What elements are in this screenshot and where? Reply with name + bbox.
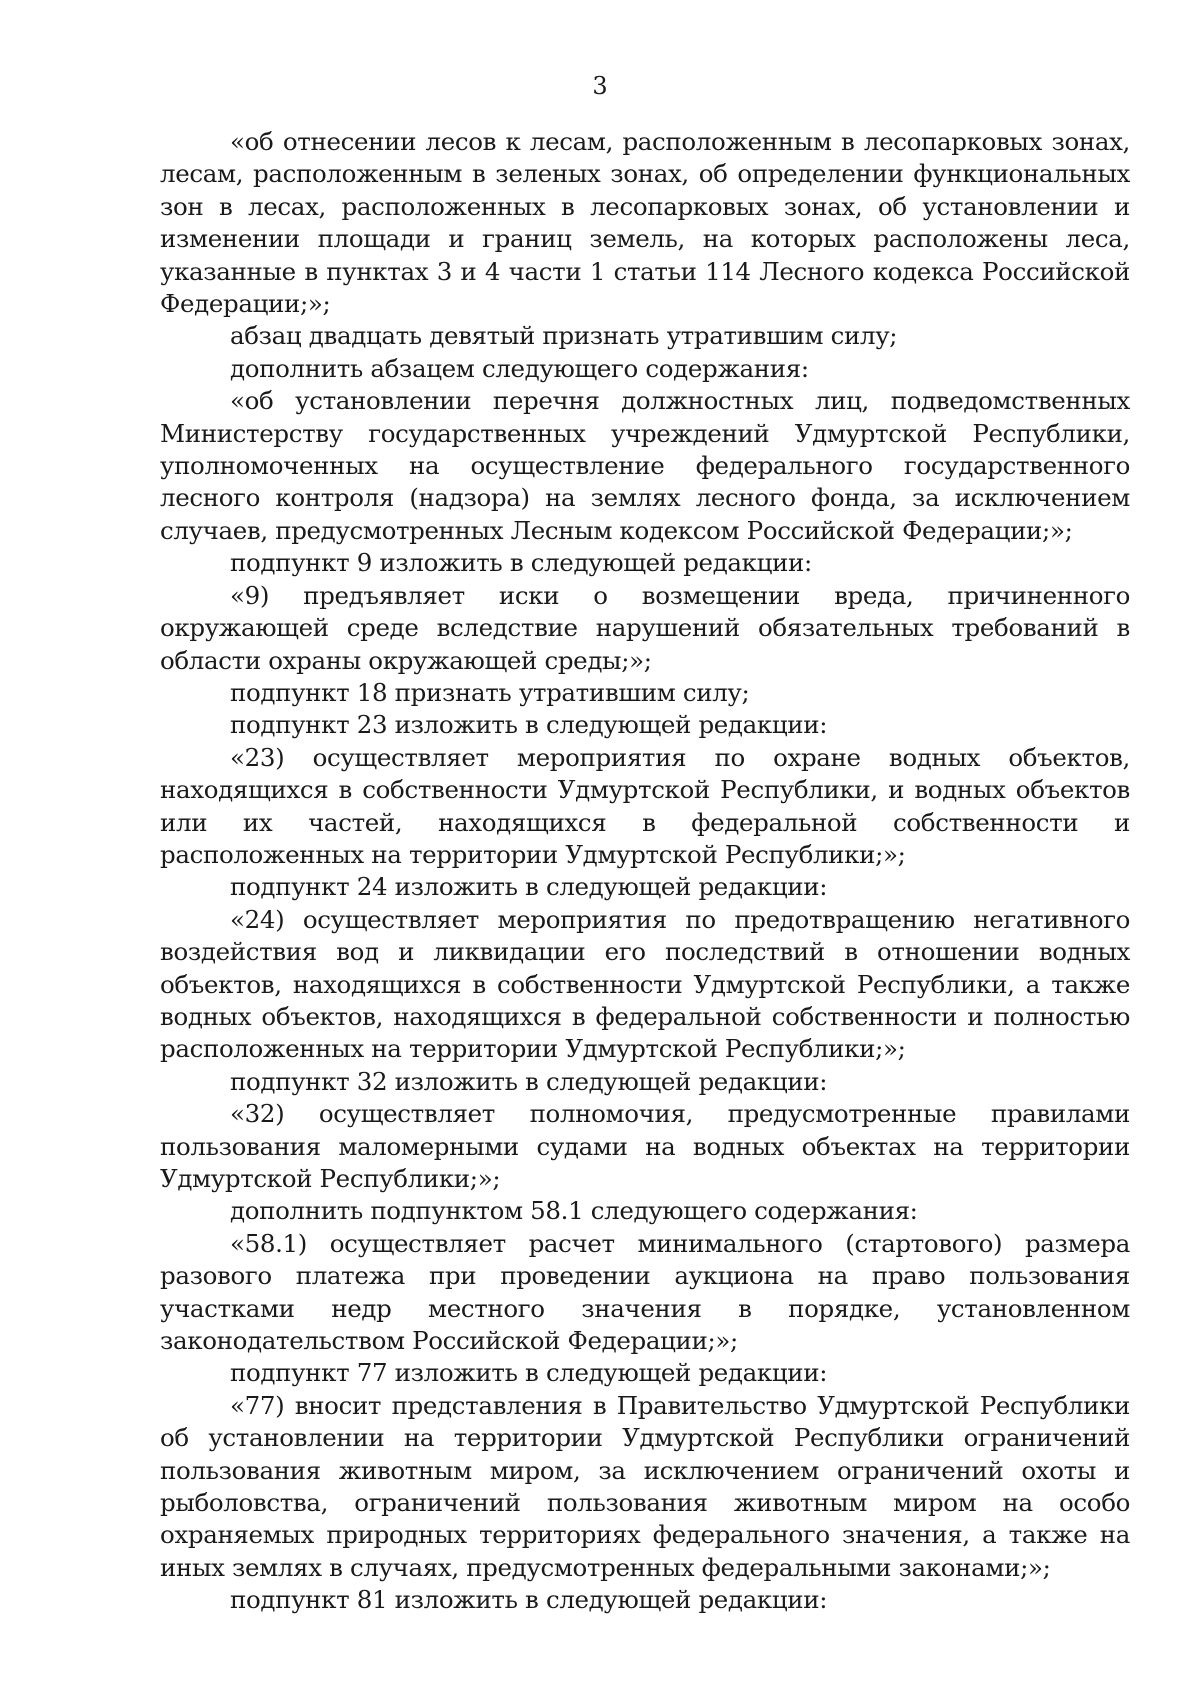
paragraph: подпункт 9 изложить в следующей редакции:: [230, 548, 812, 578]
paragraph: подпункт 24 изложить в следующей редакции:: [230, 872, 828, 902]
paragraph: абзац двадцать девятый признать утратившим силу;: [230, 321, 898, 351]
paragraph: подпункт 81 изложить в следующей редакции:: [230, 1585, 828, 1615]
paragraph: подпункт 32 изложить в следующей редакции:: [230, 1066, 828, 1096]
paragraph: дополнить абзацем следующего содержания:: [230, 353, 809, 383]
paragraph: «32) осуществляет полномочия, предусмотренные правилами пользования маломерными судами на водных объектах на территории Удмуртской Республики;»;: [160, 1099, 1130, 1193]
paragraph: «об отнесении лесов к лесам, расположенным в лесопарковых зонах, лесам, расположенным в зеленых зонах, об определении функциональных зон в лесах, расположенных в лесопарковых зонах, об установлении и изменении площади и границ земель, на которых расположены леса, указанные в пунктах 3 и 4 части 1 статьи 114 Лесного кодекса Российской Федерации;»;: [160, 127, 1130, 319]
paragraph: «об установлении перечня должностных лиц, подведомственных Министерству государственных учреждений Удмуртской Республики, уполномоченных на осуществление федерального государственного лесного контроля (надзора) на землях лесного фонда, за исключением случаев, предусмотренных Лесным кодексом Российской Федерации;»;: [160, 386, 1130, 545]
paragraph: подпункт 23 изложить в следующей редакции:: [230, 710, 828, 740]
paragraph: «77) вносит представления в Правительство Удмуртской Республики об установлении на территории Удмуртской Республики ограничений пользования животным миром, за исключением ограничений охоты и рыболовства, ограничений пользования животным миром на особо охраняемых природных территориях федерального значения, а также на иных землях в случаях, предусмотренных федеральными законами;»;: [160, 1390, 1130, 1582]
paragraph: подпункт 18 признать утратившим силу;: [230, 677, 750, 707]
paragraph: «24) осуществляет мероприятия по предотвращению негативного воздействия вод и ликвидации его последствий в отношении водных объектов, находящихся в собственности Удмуртской Республики, а также водных объектов, находящихся в федеральной собственности и полностью расположенных на территории Удмуртской Республики;»;: [160, 904, 1130, 1064]
paragraph: дополнить подпунктом 58.1 следующего содержания:: [230, 1196, 918, 1226]
paragraph: «9) предъявляет иски о возмещении вреда, причиненного окружающей среде вследствие нарушений обязательных требований в области охраны окружающей среды;»;: [160, 580, 1130, 675]
paragraph: подпункт 77 изложить в следующей редакции:: [230, 1358, 828, 1388]
document-body: [160, 126, 1130, 1617]
page-number: 3: [592, 72, 608, 100]
paragraph: «58.1) осуществляет расчет минимального (стартового) размера разового платежа при проведении аукциона на право пользования участками недр местного значения в порядке, установленном законодательством Российской Федерации;»;: [160, 1228, 1130, 1356]
paragraph: «23) осуществляет мероприятия по охране водных объектов, находящихся в собственности Удмуртской Республики, и водных объектов или их частей, находящихся в федеральной собственности и расположенных на территории Удмуртской Республики;»;: [160, 742, 1130, 869]
